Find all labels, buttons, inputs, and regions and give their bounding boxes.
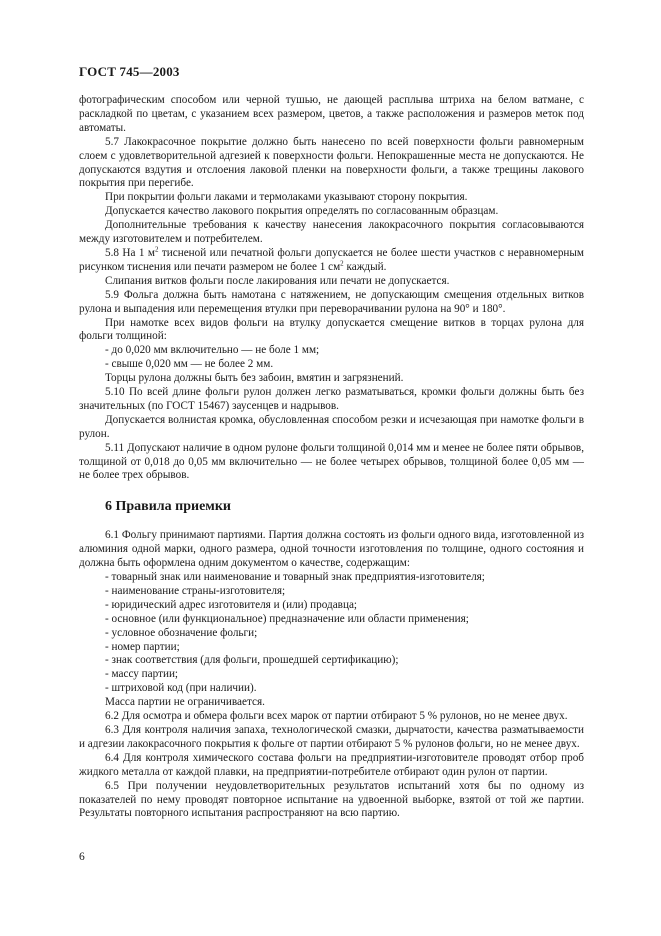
text-fragment: 5.8 На 1 м	[105, 246, 155, 259]
paragraph-6-3: 6.3 Для контроля наличия запаха, технологической смазки, дырчатости, качества разматываемости и адгезии лакокрасочного покрытия к фольге от партии отбирают 5 % рулонов фольги, но не менее двух.	[79, 723, 584, 750]
text-fragment: каждый.	[343, 260, 387, 273]
paragraph-5-7-additional: Дополнительные требования к качеству нанесения лакокрасочного покрытия согласовываются между изготовителем и потребителем.	[79, 219, 584, 246]
paragraph-6-1-mass: Масса партии не ограничивается.	[105, 696, 265, 709]
page-number: 6	[79, 851, 85, 863]
standard-header: ГОСТ 745—2003	[79, 64, 180, 79]
paragraph-6-1: 6.1 Фольгу принимают партиями. Партия должна состоять из фольги одного вида, изготовленной из алюминия одной марки, одного размера, одной точности изготовления по толщине, одного состояния и должна быть оформлена одним документом о качестве, содержащим:	[79, 529, 584, 570]
list-item: - юридический адрес изготовителя и (или) продавца;	[105, 598, 358, 611]
paragraph-5-10: 5.10 По всей длине фольги рулон должен легко разматываться, кромки фольги должны быть без значительных (по ГОСТ 15467) заусенцев и надрывов.	[79, 386, 584, 412]
paragraph-5-9: 5.9 Фольга должна быть намотана с натяжением, не допускающим смещения отдельных витков рулона и выпадения или перемещения втулки при переворачивании рулона на 90° и 180°.	[79, 288, 584, 315]
text-fragment: тисненой или печатной фольги допускается не более шести участков с неравномерным рисунком тиснения или печати размером не более 1 см	[79, 246, 584, 273]
paragraph-6-2: 6.2 Для осмотра и обмера фольги всех марок от партии отбирают 5 % рулонов, но не менее двух.	[105, 710, 568, 723]
paragraph-5-8	[79, 247, 584, 275]
paragraph-5-8-sticking: Слипания витков фольги после лакирования или печати не допускается.	[105, 274, 450, 287]
list-item: - до 0,020 мм включительно — не боле 1 мм;	[105, 344, 320, 357]
list-item: - основное (или функциональное) предназначение или области применения;	[105, 612, 469, 625]
list-item: - наименование страны-изготовителя;	[105, 584, 286, 597]
list-item: - условное обозначение фольги;	[105, 626, 258, 639]
list-item: - товарный знак или наименование и товарный знак предприятия-изготовителя;	[105, 571, 485, 583]
list-item: - знак соответствия (для фольги, прошедшей сертификацию);	[105, 654, 399, 667]
superscript: 2	[154, 245, 159, 254]
page-content	[79, 94, 584, 821]
paragraph-6-5: 6.5 При получении неудовлетворительных результатов испытаний хотя бы по одному из показателей по нему проводят повторное испытание на удвоенной выборке, взятой от той же партии. Результаты повторного испытания распространяют на всю партию.	[79, 779, 584, 820]
superscript: 2	[340, 259, 344, 268]
list-item: - номер партии;	[105, 640, 180, 653]
paragraph-5-7-samples: Допускается качество лакового покрытия определять по согласованным образцам.	[105, 205, 499, 218]
section-heading: 6 Правила приемки	[105, 499, 231, 515]
list-item: - свыше 0,020 мм — не более 2 мм.	[105, 358, 274, 371]
list-item: - массу партии;	[105, 668, 179, 681]
paragraph-5-9-ends: Торцы рулона должны быть без забоин, вмятин и загрязнений.	[105, 372, 404, 385]
paragraph-5-7: 5.7 Лакокрасочное покрытие должно быть нанесено по всей поверхности фольги равномерным слоем с удовлетворительной адгезией к поверхности фольги. Непокрашенные места не допускаются. Не допускаются вздутия и отслоения лаковой пленки на поверхности фольги, а также трещины лакового покрытия при перегибе.	[79, 135, 584, 190]
paragraph-6-4: 6.4 Для контроля химического состава фольги на предприятии-изготовителе проводят отбор проб жидкого металла от каждой плавки, на предприятии-потребителе отбирают один рулон от партии.	[79, 751, 584, 778]
paragraph-5-10-edge: Допускается волнистая кромка, обусловленная способом резки и исчезающая при намотке фольги в рулон.	[79, 413, 584, 440]
paragraph-continuation: фотографическим способом или черной тушью, не дающей расплыва штриха на белом ватмане, с раскладкой по цветам, с указанием всех размером, цветов, а также расположения и размеров меток под автоматы.	[79, 94, 584, 134]
paragraph-5-9-winding: При намотке всех видов фольги на втулку допускается смещение витков в торцах рулона для фольги толщиной:	[79, 316, 584, 343]
paragraph-5-7-side: При покрытии фольги лаками и термолаками указывают сторону покрытия.	[105, 191, 468, 204]
list-item: - штриховой код (при наличии).	[105, 682, 257, 695]
paragraph-5-11: 5.11 Допускают наличие в одном рулоне фольги толщиной 0,014 мм и менее не более пяти обрывов, толщиной от 0,018 до 0,05 мм включительно — не более четырех обрывов, толщиной более 0,05 мм — не более трех обрывов.	[79, 441, 584, 482]
